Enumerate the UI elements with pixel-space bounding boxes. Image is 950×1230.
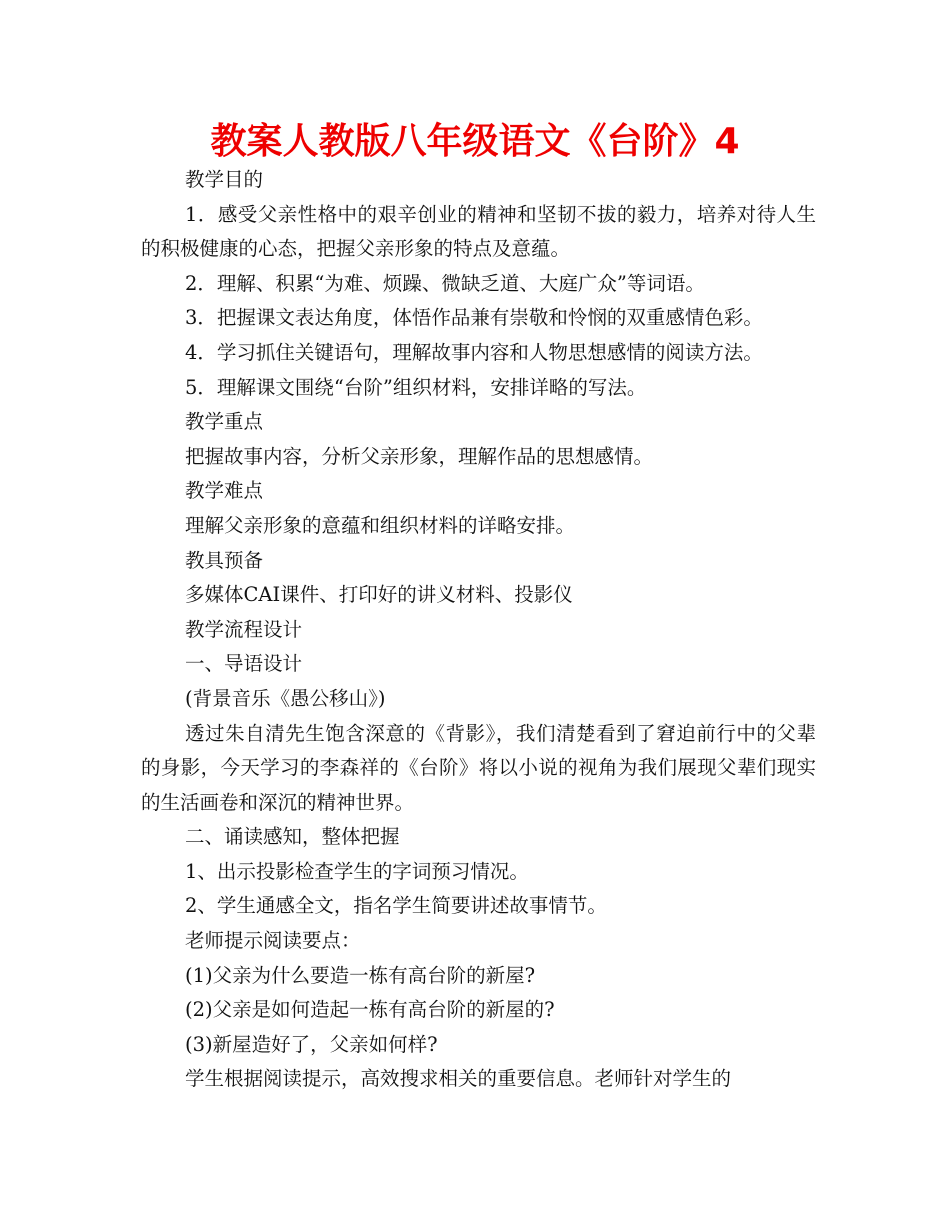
section-heading-objectives: 教学目的	[185, 168, 264, 191]
section-heading-teaching-aids: 教具预备	[185, 548, 264, 572]
paragraph: 把握故事内容，分析父亲形象，理解作品的思想感情。	[185, 444, 654, 468]
paragraph: 老师提示阅读要点：	[185, 929, 361, 953]
question-item: (3)新屋造好了，父亲如何样?	[185, 1032, 438, 1056]
list-item: 2、学生通感全文，指名学生简要讲述故事情节。	[185, 894, 607, 918]
paragraph: 透过朱自清先生饱含深意的《背影》，我们清楚看到了窘迫前行中的父辈的身影，今天学习的李森祥的《台阶》将以小说的视角为我们展现父辈们现实的生活画卷和深沉的精神世界。	[141, 721, 816, 814]
paragraph: 理解父亲形象的意蕴和组织材料的详略安排。	[185, 513, 576, 537]
question-item: (1)父亲为什么要造一栋有高台阶的新屋?	[185, 963, 536, 987]
objective-item: 2．理解、积累“为难、烦躁、微缺乏道、大庭广众”等词语。	[185, 271, 705, 295]
objective-item: 4．学习抓住关键语句，理解故事内容和人物思想感情的阅读方法。	[185, 340, 763, 364]
section-heading-key-points: 教学重点	[185, 410, 264, 434]
subheading-introduction: 一、导语设计	[185, 652, 303, 676]
subheading-reading: 二、诵读感知，整体把握	[185, 825, 400, 849]
question-item: (2)父亲是如何造起一栋有高台阶的新屋的?	[185, 998, 555, 1022]
paragraph: 多媒体CAI课件、打印好的讲义材料、投影仪	[185, 583, 573, 607]
document-title: 教案人教版八年级语文《台阶》4	[210, 121, 740, 162]
paragraph: 学生根据阅读提示，高效搜求相关的重要信息。老师针对学生的	[185, 1067, 732, 1091]
objective-item: 1．感受父亲性格中的艰辛创业的精神和坚韧不拔的毅力，培养对待人生的积极健康的心态，把握父亲形象的特点及意蕴。	[141, 202, 816, 261]
section-heading-process: 教学流程设计	[185, 617, 303, 641]
objective-item: 5．理解课文围绕“台阶”组织材料，安排详略的写法。	[185, 375, 647, 399]
section-heading-difficulties: 教学难点	[185, 479, 264, 503]
list-item: 1、出示投影检查学生的字词预习情况。	[185, 859, 529, 883]
paragraph: (背景音乐《愚公移山》)	[185, 686, 386, 710]
document-body	[141, 163, 816, 1097]
objective-item: 3．把握课文表达角度，体悟作品兼有崇敬和怜悯的双重感情色彩。	[185, 306, 763, 330]
